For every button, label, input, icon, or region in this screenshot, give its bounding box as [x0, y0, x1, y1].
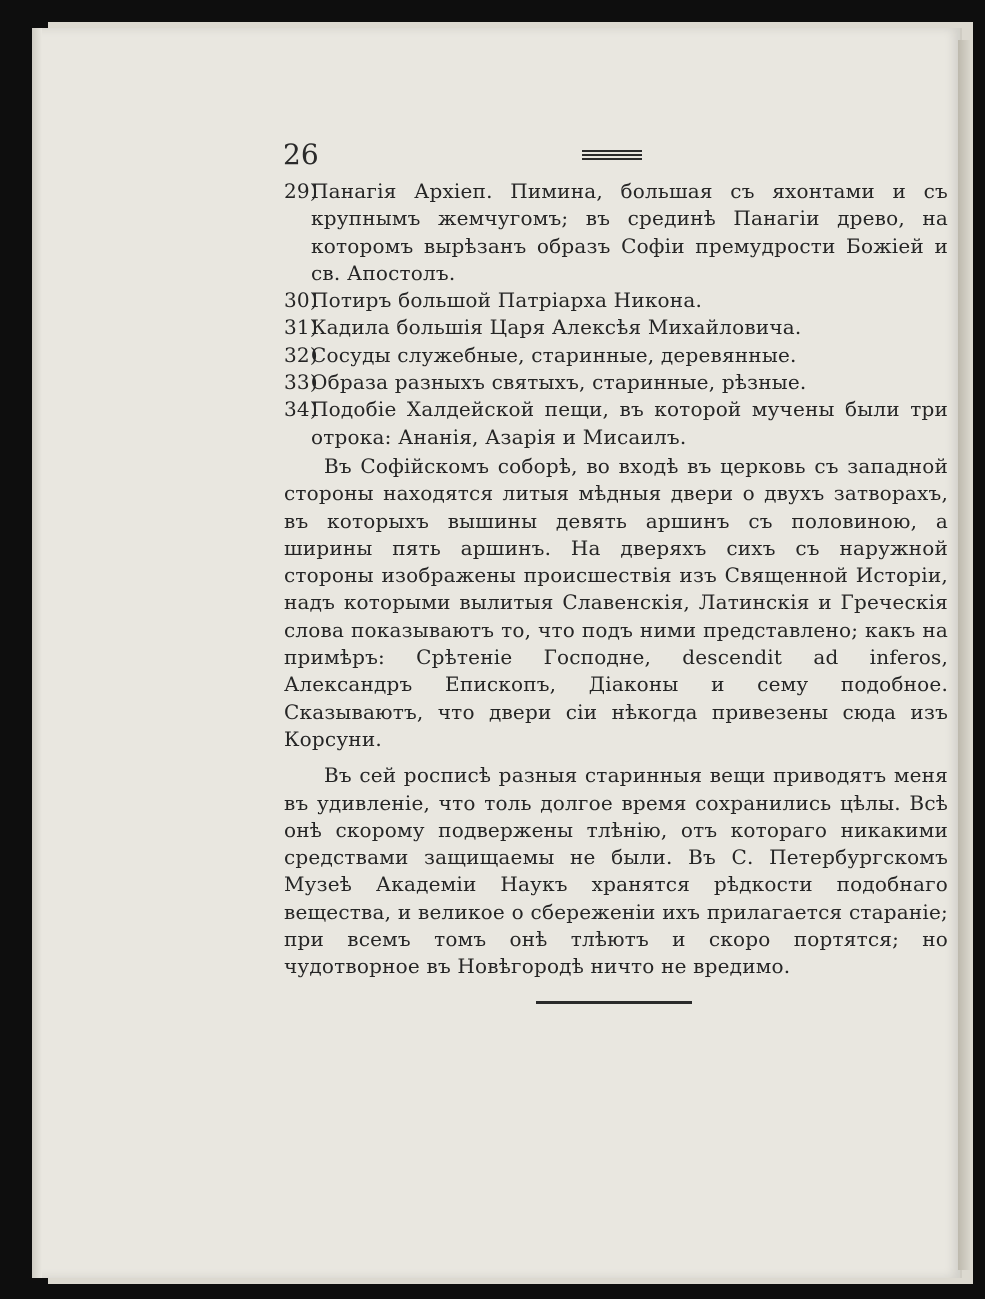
item-text: Кадила большія Царя Алексѣя Михайловича. — [311, 315, 802, 340]
page-gutter-shadow — [32, 28, 42, 1278]
item-number: 34) — [284, 397, 318, 422]
item-text: Панагія Архіеп. Пимина, большая съ яхонтами и съ крупнымъ жемчугомъ; въ срединѣ Панагіи древо, на которомъ вырѣзанъ образъ Софіи премудрости Божіей и св. Апостолъ. — [311, 179, 948, 285]
item-text: Сосуды служебные, старинные, деревянные. — [311, 342, 797, 367]
item-text: Подобіе Халдейской пещи, въ которой мучены были три отрока: Ананія, Азарія и Мисаилъ. — [311, 397, 948, 449]
item-text: Образа разныхъ святыхъ, старинные, рѣзные. — [311, 370, 807, 395]
closing-rule — [536, 1001, 692, 1004]
item-number: 32) — [284, 342, 318, 367]
list-item — [284, 369, 948, 396]
page-edge-strip — [958, 40, 970, 1270]
list-item — [284, 178, 948, 287]
header-ornament-rule — [582, 150, 642, 160]
item-number: 33) — [284, 370, 318, 395]
list-item — [284, 396, 948, 451]
page-number: 26 — [283, 138, 319, 171]
item-text: Потиръ большой Патріарха Никона. — [311, 288, 702, 313]
paragraph-sophia-doors: Въ Софійскомъ соборѣ, во входѣ въ церковь съ западной стороны находятся литыя мѣдныя двери о двухъ затворахъ, въ которыхъ вышины девять аршинъ съ половиною, а ширины пять аршинъ. На дверяхъ сихъ съ наружной стороны изображены происшествія изъ Священной Исторіи, надъ которыми вылитыя Славенскія, Латинскія и Греческія слова показываютъ то, что подъ ними представлено; какъ на примѣръ: Срѣтеніе Господне, descendit ad inferos, Александръ Епископъ, Діаконы и сему подобное. Сказываютъ, что двери сіи нѣкогда привезены сюда изъ Корсуни. — [284, 453, 948, 751]
list-item — [284, 287, 948, 314]
list-item — [284, 342, 948, 369]
item-number: 31) — [284, 315, 318, 340]
item-number: 29) — [284, 179, 318, 203]
paragraph-preservation: Въ сей росписѣ разныя старинныя вещи приводятъ меня въ удивленіе, что толь долгое время сохранились цѣлы. Всѣ онѣ скорому подвержены тлѣнію, отъ котораго никакими средствами защищаемы не были. Въ С. Петербургскомъ Музеѣ Академіи Наукъ хранятся рѣдкости подобнаго вещества, и великое о сбереженіи ихъ прилагается стараніе; при всемъ томъ онѣ тлѣютъ и скоро портятся; но чудотворное въ Новѣгородѣ ничто не вредимо. — [284, 763, 948, 979]
page-text — [284, 178, 948, 981]
item-number: 30) — [284, 288, 318, 313]
item-list — [284, 178, 948, 451]
list-item — [284, 314, 948, 341]
